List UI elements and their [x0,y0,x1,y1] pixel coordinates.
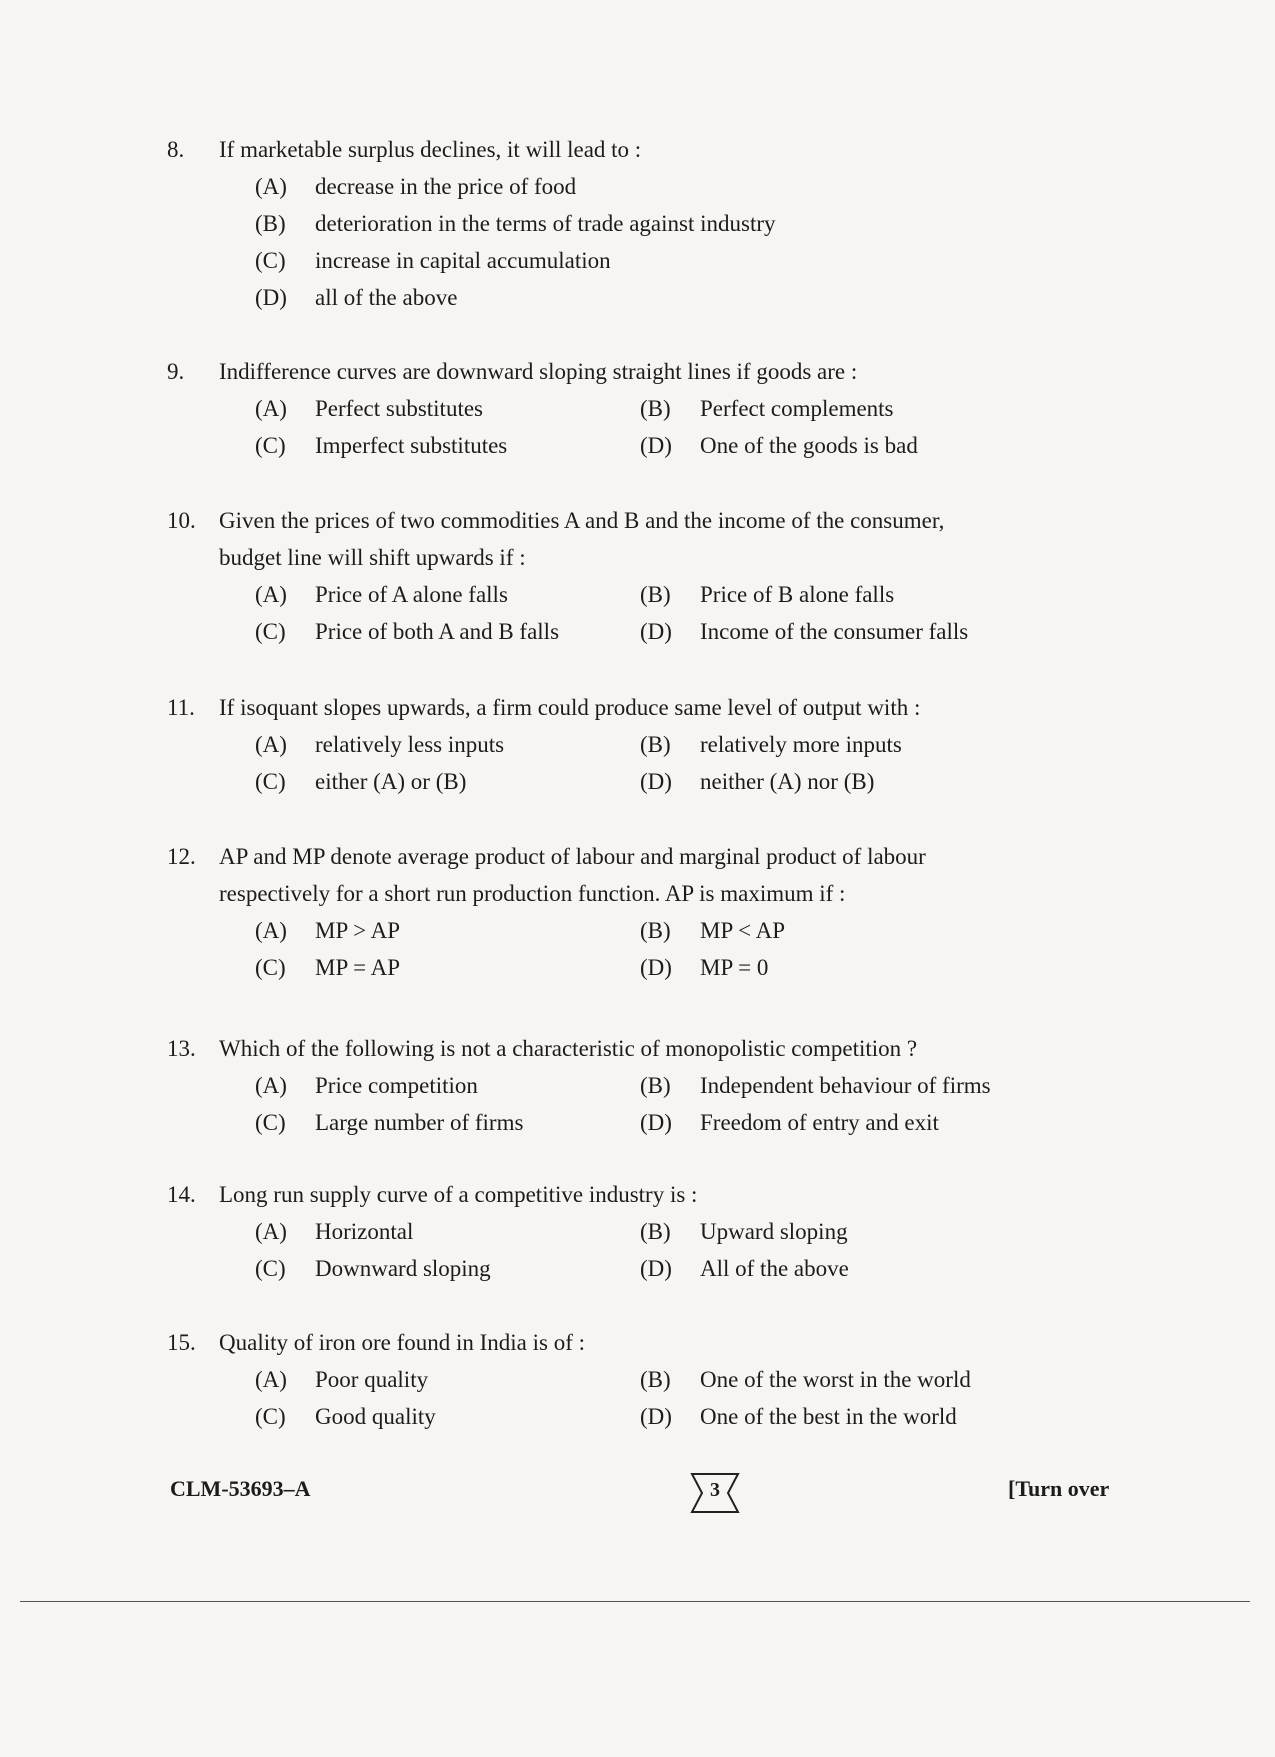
option-b [640,1067,1025,1104]
question-number: 14. [167,1182,196,1207]
option-label: (A) [255,582,287,607]
option-a [255,912,640,949]
option-label: (D) [640,433,672,458]
option-a [255,168,955,205]
option-b [640,1213,1025,1250]
paper-code: CLM-53693–A [170,1476,311,1501]
option-label: (D) [640,955,672,980]
option-label: (C) [255,433,286,458]
option-a [255,390,640,427]
option-text: Price of B alone falls [700,582,895,607]
option-d [640,613,1025,650]
option-text: MP > AP [315,918,400,943]
question-text [219,838,1027,912]
option-text: relatively less inputs [315,732,505,757]
option-text: Price of both A and B falls [315,619,560,644]
options [255,168,1027,316]
option-text: Downward sloping [315,1256,491,1281]
option-d [640,1104,1025,1141]
question-8 [167,131,1027,316]
question-number: 11. [167,695,195,720]
option-text: MP < AP [700,918,785,943]
option-label: (A) [255,174,287,199]
question-14 [167,1176,1027,1287]
options [255,390,1027,464]
option-text: Price competition [315,1073,478,1098]
question-number: 12. [167,844,196,869]
option-label: (B) [640,1073,671,1098]
option-d [640,1398,1025,1435]
option-label: (B) [640,396,671,421]
question-15 [167,1324,1027,1435]
option-label: (C) [255,1110,286,1135]
option-label: (A) [255,1219,287,1244]
question-text: Indifference curves are downward sloping straight lines if goods are : [219,359,858,384]
option-d [640,427,1025,464]
option-text: Upward sloping [700,1219,848,1244]
option-b [640,726,1025,763]
turn-over-label: [Turn over [1008,1476,1110,1501]
option-label: (C) [255,619,286,644]
option-text: All of the above [700,1256,849,1281]
option-text: One of the best in the world [700,1404,957,1429]
option-text: Price of A alone falls [315,582,508,607]
options [255,1067,1027,1141]
option-d [640,763,1025,800]
option-a [255,1067,640,1104]
question-text [219,502,1027,576]
option-label: (D) [640,1110,672,1135]
option-label: (A) [255,396,287,421]
question-text-line-1: Given the prices of two commodities A and B and the income of the consumer, [219,508,945,533]
option-text: Horizontal [315,1219,414,1244]
option-d [640,949,1025,986]
option-text: Large number of firms [315,1110,524,1135]
option-text: One of the goods is bad [700,433,918,458]
option-c [255,1250,640,1287]
option-text: One of the worst in the world [700,1367,971,1392]
option-label: (C) [255,1404,286,1429]
question-text: Which of the following is not a characteristic of monopolistic competition ? [219,1036,918,1061]
question-number: 13. [167,1036,196,1061]
option-label: (C) [255,769,286,794]
option-label: (B) [640,732,671,757]
question-10 [167,502,1027,650]
question-9 [167,353,1027,464]
question-text-line-2: budget line will shift upwards if : [219,545,526,570]
option-c [255,1398,640,1435]
options [255,576,1027,650]
option-label: (B) [640,918,671,943]
option-label: (D) [640,769,672,794]
question-text-line-1: AP and MP denote average product of labour and marginal product of labour [219,844,926,869]
question-text: If isoquant slopes upwards, a firm could produce same level of output with : [219,695,921,720]
option-label: (D) [640,1256,672,1281]
option-a [255,1213,640,1250]
question-13 [167,1030,1027,1141]
question-text: Quality of iron ore found in India is of : [219,1330,586,1355]
option-b [640,1361,1025,1398]
option-text: Independent behaviour of firms [700,1073,991,1098]
option-label: (D) [640,619,672,644]
question-11 [167,689,1027,800]
option-text: Poor quality [315,1367,429,1392]
option-c [255,763,640,800]
page-number: 3 [710,1479,720,1501]
option-label: (B) [640,1219,671,1244]
option-text: Income of the consumer falls [700,619,969,644]
question-number: 8. [167,137,185,162]
option-text: all of the above [315,285,458,310]
question-number: 10. [167,508,196,533]
bottom-divider [20,1601,1250,1602]
option-text: Perfect substitutes [315,396,483,421]
option-c [255,242,955,279]
option-a [255,576,640,613]
option-b [640,576,1025,613]
option-text: Imperfect substitutes [315,433,508,458]
option-c [255,427,640,464]
option-text: decrease in the price of food [315,174,577,199]
option-a [255,1361,640,1398]
options [255,912,1027,986]
question-text: If marketable surplus declines, it will lead to : [219,137,642,162]
options [255,726,1027,800]
options [255,1213,1027,1287]
option-a [255,726,640,763]
option-label: (D) [640,1404,672,1429]
option-label: (B) [640,1367,671,1392]
option-text: relatively more inputs [700,732,902,757]
option-text: Good quality [315,1404,436,1429]
option-label: (B) [255,211,286,236]
option-c [255,949,640,986]
option-label: (C) [255,955,286,980]
option-text: Perfect complements [700,396,894,421]
option-text: MP = AP [315,955,400,980]
option-label: (C) [255,1256,286,1281]
options [255,1361,1027,1435]
option-label: (A) [255,918,287,943]
option-label: (A) [255,732,287,757]
option-text: deterioration in the terms of trade against industry [315,211,776,236]
option-label: (A) [255,1367,287,1392]
question-text-line-2: respectively for a short run production function. AP is maximum if : [219,881,846,906]
option-d [255,279,955,316]
question-text: Long run supply curve of a competitive industry is : [219,1182,698,1207]
option-b [640,390,1025,427]
option-b [255,205,955,242]
option-b [640,912,1025,949]
option-label: (A) [255,1073,287,1098]
option-text: Freedom of entry and exit [700,1110,939,1135]
question-number: 15. [167,1330,196,1355]
page-number-badge [688,1470,742,1516]
option-text: MP = 0 [700,955,769,980]
option-d [640,1250,1025,1287]
question-number: 9. [167,359,185,384]
option-c [255,613,640,650]
option-label: (D) [255,285,287,310]
option-text: increase in capital accumulation [315,248,611,273]
option-label: (C) [255,248,286,273]
page-footer [0,1476,1275,1516]
option-c [255,1104,640,1141]
question-12 [167,838,1027,986]
option-label: (B) [640,582,671,607]
option-text: neither (A) nor (B) [700,769,875,794]
option-text: either (A) or (B) [315,769,467,794]
